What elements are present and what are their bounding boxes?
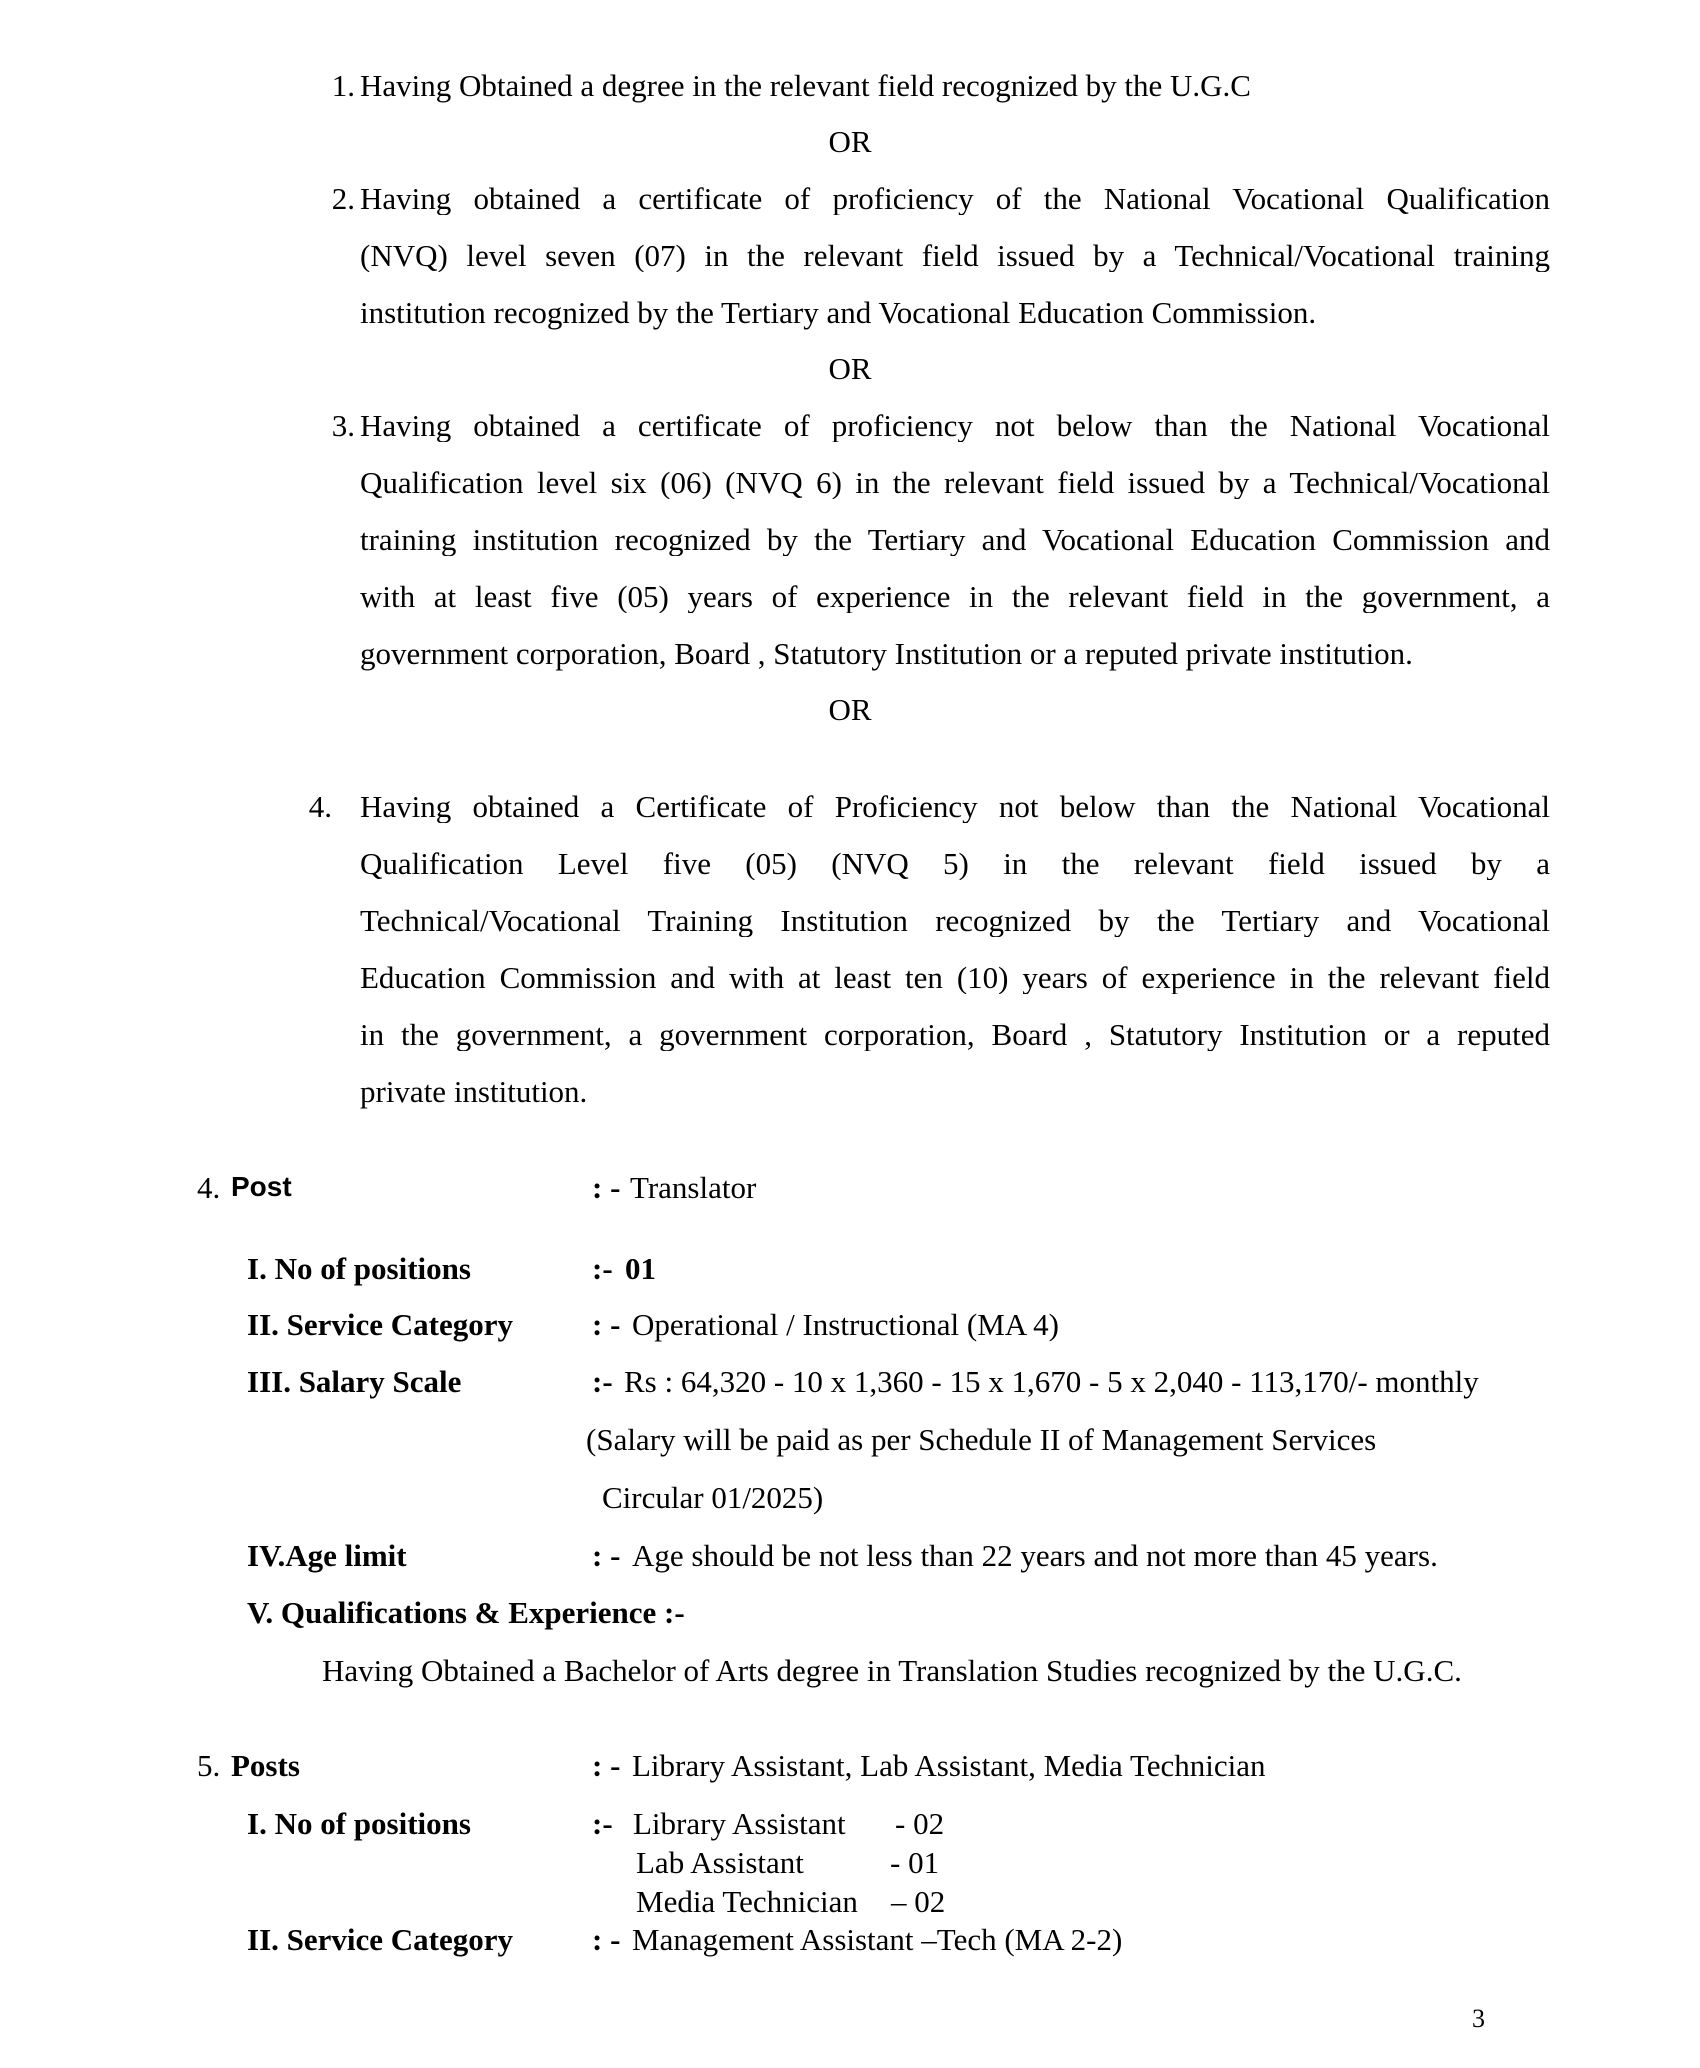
post-4-salary-note-2: Circular 01/2025) [602,1480,824,1515]
list-item-4-line-5: in the government, a government corporation, Board , Statutory Institution or a reputed [360,1019,1550,1051]
list-item-3-line-4: with at least five (05) years of experience in the relevant field in the government, a [360,581,1550,613]
or-separator-3: OR [828,692,872,727]
post-4-positions-sep: :- [592,1251,613,1286]
post-4-qualifications-label: V. Qualifications & Experience :- [247,1595,685,1630]
list-item-4-line-6: private institution. [360,1074,588,1109]
post-5-value: Library Assistant, Lab Assistant, Media Technician [632,1748,1266,1783]
post-4-salary-sep: :- [592,1364,613,1399]
post-5-service-category-sep: : - [592,1922,621,1957]
post-5-label: Posts [231,1748,300,1783]
page-number: 3 [1472,2004,1485,2033]
post-4-positions-label: I. No of positions [247,1251,471,1286]
or-separator-2: OR [828,351,872,386]
list-item-3-line-3: training institution recognized by the Tertiary and Vocational Education Commission and [360,524,1550,556]
list-item-3-line-2: Qualification level six (06) (NVQ 6) in the relevant field issued by a Technical/Vocational [360,467,1550,499]
list-item-4-line-2: Qualification Level five (05) (NVQ 5) in the relevant field issued by a [360,848,1550,880]
list-item-1-text: Having Obtained a degree in the relevant field recognized by the U.G.C [360,68,1251,103]
list-item-2-number: 2. [331,181,355,216]
post-4-age-label: IV.Age limit [247,1538,407,1573]
position-row-count-3: – 02 [891,1884,946,1919]
position-row-count-1: - 02 [895,1806,945,1841]
position-row-name-3: Media Technician [636,1884,858,1919]
position-row-count-2: - 01 [890,1845,940,1880]
post-4-sep: : - [592,1170,621,1205]
post-5-positions-sep: :- [592,1806,613,1841]
post-4-label: Post [231,1171,292,1202]
post-4-salary-value: Rs : 64,320 - 10 x 1,360 - 15 x 1,670 - 5 x 2,040 - 113,170/- monthly [624,1364,1479,1399]
post-4-value: Translator [630,1170,757,1205]
position-row-name-2: Lab Assistant [636,1845,804,1880]
post-5-sep: : - [592,1748,621,1783]
list-item-4-number: 4. [308,789,332,824]
position-row-name-1: Library Assistant [633,1806,846,1841]
list-item-2-line-3: institution recognized by the Tertiary and Vocational Education Commission. [360,295,1317,330]
post-4-qualifications-text: Having Obtained a Bachelor of Arts degree in Translation Studies recognized by the U.G.C. [322,1653,1462,1688]
post-4-service-category-value: Operational / Instructional (MA 4) [632,1307,1060,1342]
list-item-3-line-5: government corporation, Board , Statutory Institution or a reputed private institution. [360,636,1413,671]
post-5-service-category-label: II. Service Category [247,1922,513,1957]
post-4-positions-value: 01 [625,1251,656,1286]
or-separator-1: OR [828,124,872,159]
list-item-4-line-3: Technical/Vocational Training Institution recognized by the Tertiary and Vocational [360,905,1550,937]
list-item-1-number: 1. [331,68,355,103]
post-4-number: 4. [197,1170,221,1205]
post-4-salary-note-1: (Salary will be paid as per Schedule II of Management Services [586,1422,1377,1457]
list-item-2-line-2: (NVQ) level seven (07) in the relevant field issued by a Technical/Vocational training [360,240,1550,272]
post-5-number: 5. [197,1748,221,1783]
post-5-positions-label: I. No of positions [247,1806,471,1841]
list-item-4-line-4: Education Commission and with at least ten (10) years of experience in the relevant field [360,962,1550,994]
post-4-service-category-label: II. Service Category [247,1307,513,1342]
post-4-age-sep: : - [592,1538,621,1573]
post-5-service-category-value: Management Assistant –Tech (MA 2-2) [632,1922,1123,1957]
post-4-service-category-sep: : - [592,1307,621,1342]
list-item-2-line-1: Having obtained a certificate of proficiency of the National Vocational Qualification [360,183,1550,215]
list-item-3-line-1: Having obtained a certificate of proficiency not below than the National Vocational [360,410,1550,442]
list-item-4-line-1: Having obtained a Certificate of Proficiency not below than the National Vocational [360,791,1550,823]
list-item-3-number: 3. [331,408,355,443]
post-4-age-value: Age should be not less than 22 years and not more than 45 years. [632,1538,1438,1573]
post-4-salary-label: III. Salary Scale [247,1364,462,1399]
